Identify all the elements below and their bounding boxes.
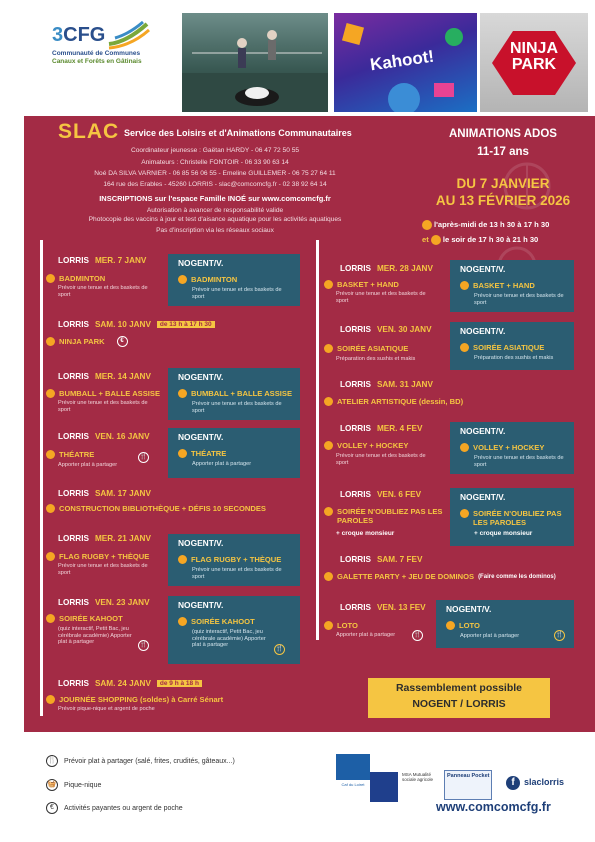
info-address[interactable]: 164 rue des Erables - 45260 LORRIS - slac@comcomcfg.fr - 02 38 92 64 14 — [103, 181, 327, 188]
event-town: LORRIS — [58, 489, 89, 498]
moon-icon — [431, 235, 441, 245]
logo-swoosh-icon — [107, 20, 151, 50]
right-event-1-header — [340, 264, 433, 273]
left-timeline — [40, 240, 43, 716]
money-icon: € — [117, 336, 128, 347]
event-time: de 9 h à 18 h — [157, 680, 202, 687]
msa-text: MSA Mutualité sociale agricole — [402, 772, 434, 783]
right-event-5-extra: + croque monsieur — [336, 530, 395, 537]
left-event-5-activity — [46, 504, 266, 513]
info-animators: Animateurs : Christelle FONTOIR - 06 33 90 63 14 — [141, 159, 289, 166]
left-event-6-activity — [46, 552, 149, 561]
nogent-desc: Prévoir une tenue et des baskets de sport — [474, 455, 564, 468]
afternoon-icon — [178, 389, 187, 398]
event-activity: BASKET + HAND — [337, 280, 399, 289]
right-event-4-activity — [324, 441, 408, 450]
plate-icon: 🍴 — [138, 452, 149, 463]
money-icon: € — [46, 802, 58, 814]
info-inscriptions[interactable]: INSCRIPTIONS sur l'espace Famille INOÉ sur www.comcomcfg.fr — [99, 194, 331, 203]
event-day: VEN. 23 JANV — [94, 598, 150, 607]
nogent-desc: (quiz interactif, Petit Bac, jeu cérébrale académie) Apporter plat à partager — [192, 629, 266, 649]
nogent-box-1 — [168, 254, 300, 306]
logo-number: 3 — [52, 23, 64, 46]
legend-plate — [46, 755, 235, 767]
nogent-activity-text: FLAG RUGBY + THÈQUE — [191, 555, 282, 564]
nogent-title: NOGENT/V. — [178, 258, 224, 268]
afternoon-icon — [46, 695, 55, 704]
nogent-activity-text: SOIRÉE N'OUBLIEZ PAS LES PAROLES — [473, 509, 562, 527]
logo-line-1: Communauté de Communes — [52, 50, 141, 57]
afternoon-icon — [324, 397, 333, 406]
event-day: VEN. 6 FEV — [376, 490, 422, 499]
ados-age: 11-17 ans — [477, 146, 529, 158]
badminton-photo — [182, 13, 328, 112]
event-day: SAM. 31 JANV — [376, 380, 433, 389]
ados-title: ANIMATIONS ADOS — [449, 128, 557, 140]
event-day: VEN. 30 JANV — [376, 325, 432, 334]
schedule-afternoon — [422, 220, 549, 230]
afternoon-icon — [324, 280, 333, 289]
afternoon-icon — [460, 443, 469, 452]
nogent-activity — [460, 343, 544, 352]
ninja-park-photo — [480, 13, 588, 112]
nogent-activity-text: BUMBALL + BALLE ASSISE — [191, 389, 293, 398]
kahoot-photo — [334, 13, 477, 112]
event-day: SAM. 7 FEV — [376, 555, 423, 564]
evening-icon — [46, 614, 55, 623]
event-day: MER. 28 JANV — [376, 264, 433, 273]
left-event-5-header — [58, 489, 151, 498]
nogent-box-r5 — [450, 488, 574, 546]
schedule-evening: et le soir de 17 h 30 à 21 h 30 — [422, 235, 539, 244]
nogent-activity — [460, 509, 570, 527]
left-event-1-desc: Prévoir une tenue et des baskets de sport — [58, 285, 148, 298]
event-town: LORRIS — [58, 534, 89, 543]
event-activity: JOURNÉE SHOPPING (soldes) à Carré Sénart — [59, 695, 224, 704]
afternoon-icon — [460, 281, 469, 290]
event-town: LORRIS — [58, 320, 89, 329]
info-animators-2: Noé DA SILVA VARNIER - 06 85 56 06 55 - Emeline GUILLEMER - 06 75 27 64 11 — [94, 170, 336, 177]
nogent-activity — [178, 275, 237, 284]
afternoon-icon — [46, 389, 55, 398]
right-timeline — [316, 240, 319, 640]
schedule-evening-text: le soir de 17 h 30 à 21 h 30 — [442, 235, 539, 244]
info-vaccines: Photocopie des vaccins à jour et test d'aisance aquatique pour les activités aquatiques — [88, 216, 342, 223]
nogent-activity-text: BADMINTON — [191, 275, 238, 284]
event-town: LORRIS — [340, 325, 371, 334]
logo-letters: CFG — [63, 23, 106, 46]
event-town: LORRIS — [58, 256, 89, 265]
nogent-activity — [178, 389, 292, 398]
nogent-activity-text: SOIRÉE KAHOOT — [191, 617, 255, 626]
event-day: MER. 14 JANV — [94, 372, 151, 381]
rassemblement-box — [368, 678, 550, 718]
facebook-icon[interactable]: f — [506, 776, 520, 790]
left-event-2-activity — [46, 336, 128, 347]
slac-subtitle: Service des Loisirs et d'Animations Communautaires — [124, 128, 352, 138]
evening-icon — [324, 507, 333, 516]
right-event-4-header — [340, 424, 422, 433]
right-event-5-header — [340, 490, 421, 499]
right-event-3-activity — [324, 397, 463, 406]
nogent-activity — [446, 621, 480, 630]
evening-icon — [178, 449, 187, 458]
nogent-desc: Prévoir une tenue et des baskets de sport — [192, 567, 282, 580]
right-event-7-desc: Apporter plat à partager — [336, 632, 396, 638]
right-event-7-header — [340, 603, 426, 612]
info-no-social: Pas d'inscription via les réseaux sociaux — [156, 227, 274, 234]
rassemblement-line-2: NOGENT / LORRIS — [412, 697, 506, 710]
left-event-7-desc: (quiz interactif, Petit Bac, jeu cérébrale académie) Apporter plat à partager — [58, 626, 132, 646]
event-activity: GALETTE PARTY + JEU DE DOMINOS — [337, 572, 475, 581]
event-day: VEN. 16 JANV — [94, 432, 150, 441]
slac-title: SLAC — [58, 120, 120, 143]
event-time: de 13 h à 17 h 30 — [157, 321, 215, 328]
evening-icon — [460, 509, 469, 518]
event-town: LORRIS — [340, 603, 371, 612]
nogent-title: NOGENT/V. — [178, 432, 224, 442]
right-event-2-desc: Préparation des sushis et makis — [336, 356, 416, 362]
date-start: DU 7 JANVIER — [456, 176, 550, 191]
plate-icon: 🍴 — [554, 630, 565, 641]
event-activity: THÉATRE — [59, 450, 95, 459]
nogent-title: NOGENT/V. — [460, 492, 506, 502]
event-activity: ATELIER ARTISTIQUE (dessin, BD) — [337, 397, 464, 406]
nogent-box-r1 — [450, 260, 574, 312]
event-town: LORRIS — [58, 679, 89, 688]
nogent-title: NOGENT/V. — [178, 538, 224, 548]
facebook-handle[interactable]: slaclorris — [524, 777, 565, 787]
event-day: MER. 4 FEV — [376, 424, 423, 433]
nogent-box-r4 — [450, 422, 574, 474]
event-activity: SOIRÉE KAHOOT — [59, 614, 123, 623]
legend-money-text: Activités payantes ou argent de poche — [64, 804, 183, 812]
afternoon-icon — [46, 337, 55, 346]
event-activity: BADMINTON — [59, 274, 106, 283]
event-activity: CONSTRUCTION BIBLIOTHÈQUE + DÉFIS 10 SECONDES — [59, 504, 266, 513]
nogent-extra: + croque monsieur — [474, 530, 533, 537]
event-town: LORRIS — [340, 555, 371, 564]
nogent-activity-text: LOTO — [459, 621, 480, 630]
event-day: SAM. 17 JANV — [94, 489, 151, 498]
afternoon-icon — [324, 441, 333, 450]
nogent-activity-text: BASKET + HAND — [473, 281, 535, 290]
left-event-3-activity — [46, 389, 160, 398]
right-event-5-activity — [324, 507, 444, 525]
event-day: MER. 21 JANV — [94, 534, 151, 543]
evening-icon — [324, 621, 333, 630]
left-event-8-activity — [46, 695, 223, 704]
plate-icon: 🍴 — [412, 630, 423, 641]
left-event-4-header — [58, 432, 150, 441]
caf-text: Caf du Loiret — [341, 782, 365, 787]
afternoon-icon — [178, 275, 187, 284]
nogent-box-4 — [168, 428, 300, 478]
afternoon-icon — [46, 274, 55, 283]
ninja-park-text: NINJA PARK — [509, 40, 558, 73]
nogent-title: NOGENT/V. — [460, 326, 506, 336]
msa-logo — [370, 772, 398, 802]
website-link[interactable]: www.comcomcfg.fr — [436, 800, 551, 814]
right-event-6-activity — [324, 572, 556, 581]
left-event-6-desc: Prévoir une tenue et des baskets de sport — [58, 563, 148, 576]
nogent-activity — [178, 449, 226, 458]
nogent-title: NOGENT/V. — [446, 604, 492, 614]
event-extra: (Faire comme les dominos) — [478, 573, 556, 580]
left-event-1-header — [58, 256, 146, 265]
nogent-title: NOGENT/V. — [178, 600, 224, 610]
legend-money — [46, 802, 183, 814]
afternoon-icon — [46, 504, 55, 513]
legend-plate-text: Prévoir plat à partager (salé, frites, crudités, gâteaux...) — [64, 757, 235, 765]
left-event-6-header — [58, 534, 151, 543]
afternoon-icon — [324, 572, 333, 581]
evening-icon — [460, 343, 469, 352]
event-activity: FLAG RUGBY + THÈQUE — [59, 552, 150, 561]
nogent-desc: Prévoir une tenue et des baskets de sport — [192, 401, 282, 414]
nogent-box-3 — [168, 368, 300, 420]
date-end: AU 13 FÉVRIER 2026 — [435, 193, 571, 208]
evening-icon — [324, 344, 333, 353]
left-event-8-desc: Prévoir pique-nique et argent de poche — [58, 706, 155, 712]
plate-icon: 🍴 — [138, 640, 149, 651]
rassemblement-line-1: Rassemblement possible — [395, 682, 523, 694]
left-event-7-header — [58, 598, 150, 607]
nogent-activity — [178, 555, 281, 564]
nogent-box-6 — [168, 534, 300, 586]
event-town: LORRIS — [58, 372, 89, 381]
kahoot-text: Kahoot! — [368, 46, 436, 75]
nogent-desc: Prévoir une tenue et des baskets de sport — [474, 293, 564, 306]
nogent-box-r2 — [450, 322, 574, 370]
afternoon-icon — [46, 552, 55, 561]
afternoon-icon — [178, 555, 187, 564]
nogent-desc: Apporter plat à partager — [192, 461, 252, 467]
right-event-6-header — [340, 555, 422, 564]
event-town: LORRIS — [340, 424, 371, 433]
plate-icon: 🍴 — [274, 644, 285, 655]
legend-picnic — [46, 779, 101, 791]
left-event-7-activity — [46, 614, 123, 623]
cfg-logo — [52, 20, 172, 102]
right-event-2-activity — [324, 344, 408, 353]
logo-line-2: Canaux et Forêts en Gâtinais — [52, 58, 142, 66]
picnic-icon: 🧺 — [46, 779, 58, 791]
nogent-activity-text: SOIRÉE ASIATIQUE — [473, 343, 545, 352]
left-event-3-desc: Prévoir une tenue et des baskets de sport — [58, 400, 148, 413]
caf-emblem-icon — [336, 754, 370, 780]
event-day: SAM. 10 JANV — [94, 320, 151, 329]
event-town: LORRIS — [340, 380, 371, 389]
nogent-title: NOGENT/V. — [178, 372, 224, 382]
evening-icon — [446, 621, 455, 630]
left-event-2-header — [58, 320, 215, 329]
left-event-4-desc: Apporter plat à partager — [58, 462, 118, 468]
nogent-title: NOGENT/V. — [460, 426, 506, 436]
evening-icon — [46, 450, 55, 459]
right-event-3-header — [340, 380, 433, 389]
nogent-activity-text: VOLLEY + HOCKEY — [473, 443, 545, 452]
left-event-4-activity — [46, 450, 94, 459]
event-activity: NINJA PARK — [59, 337, 105, 346]
nogent-desc: Prévoir une tenue et des baskets de sport — [192, 287, 282, 300]
nogent-activity-text: THÉATRE — [191, 449, 227, 458]
panneau-pocket-text: Panneau Pocket — [447, 773, 490, 779]
event-town: LORRIS — [340, 490, 371, 499]
evening-icon — [178, 617, 187, 626]
right-event-2-header — [340, 325, 432, 334]
legend-picnic-text: Pique-nique — [64, 781, 102, 789]
event-day: SAM. 24 JANV — [94, 679, 151, 688]
nogent-desc: Apporter plat à partager — [460, 633, 520, 639]
left-event-1-activity — [46, 274, 105, 283]
right-event-4-desc: Prévoir une tenue et des baskets de sport — [336, 453, 426, 466]
event-activity: VOLLEY + HOCKEY — [337, 441, 409, 450]
schedule-afternoon-text: l'après-midi de 13 h 30 à 17 h 30 — [434, 220, 550, 229]
nogent-activity — [178, 617, 255, 626]
event-day: VEN. 13 FEV — [376, 603, 426, 612]
nogent-box-r7 — [436, 600, 574, 648]
event-town: LORRIS — [58, 432, 89, 441]
right-event-1-activity — [324, 280, 399, 289]
event-activity: SOIRÉE N'OUBLIEZ PAS LES PAROLES — [337, 507, 443, 525]
nogent-activity — [460, 281, 535, 290]
left-event-8-header — [58, 679, 202, 688]
event-activity: LOTO — [337, 621, 358, 630]
event-town: LORRIS — [58, 598, 89, 607]
plate-icon: 🍴 — [46, 755, 58, 767]
nogent-activity — [460, 443, 544, 452]
nogent-title: NOGENT/V. — [460, 264, 506, 274]
panneau-pocket-logo[interactable] — [444, 770, 492, 800]
event-activity: SOIRÉE ASIATIQUE — [337, 344, 409, 353]
event-town: LORRIS — [340, 264, 371, 273]
event-day: MER. 7 JANV — [94, 256, 147, 265]
left-event-3-header — [58, 372, 151, 381]
event-activity: BUMBALL + BALLE ASSISE — [59, 389, 161, 398]
sun-icon — [422, 220, 432, 230]
nogent-desc: Préparation des sushis et makis — [474, 355, 554, 361]
info-authorization: Autorisation à avancer de responsabilité valide — [146, 207, 284, 214]
right-event-1-desc: Prévoir une tenue et des baskets de sport — [336, 291, 426, 304]
badminton-scene-icon — [182, 13, 328, 112]
info-coordinator: Coordinateur jeunesse : Gaëtan HARDY - 06 47 72 50 55 — [130, 147, 300, 154]
right-event-7-activity — [324, 621, 358, 630]
